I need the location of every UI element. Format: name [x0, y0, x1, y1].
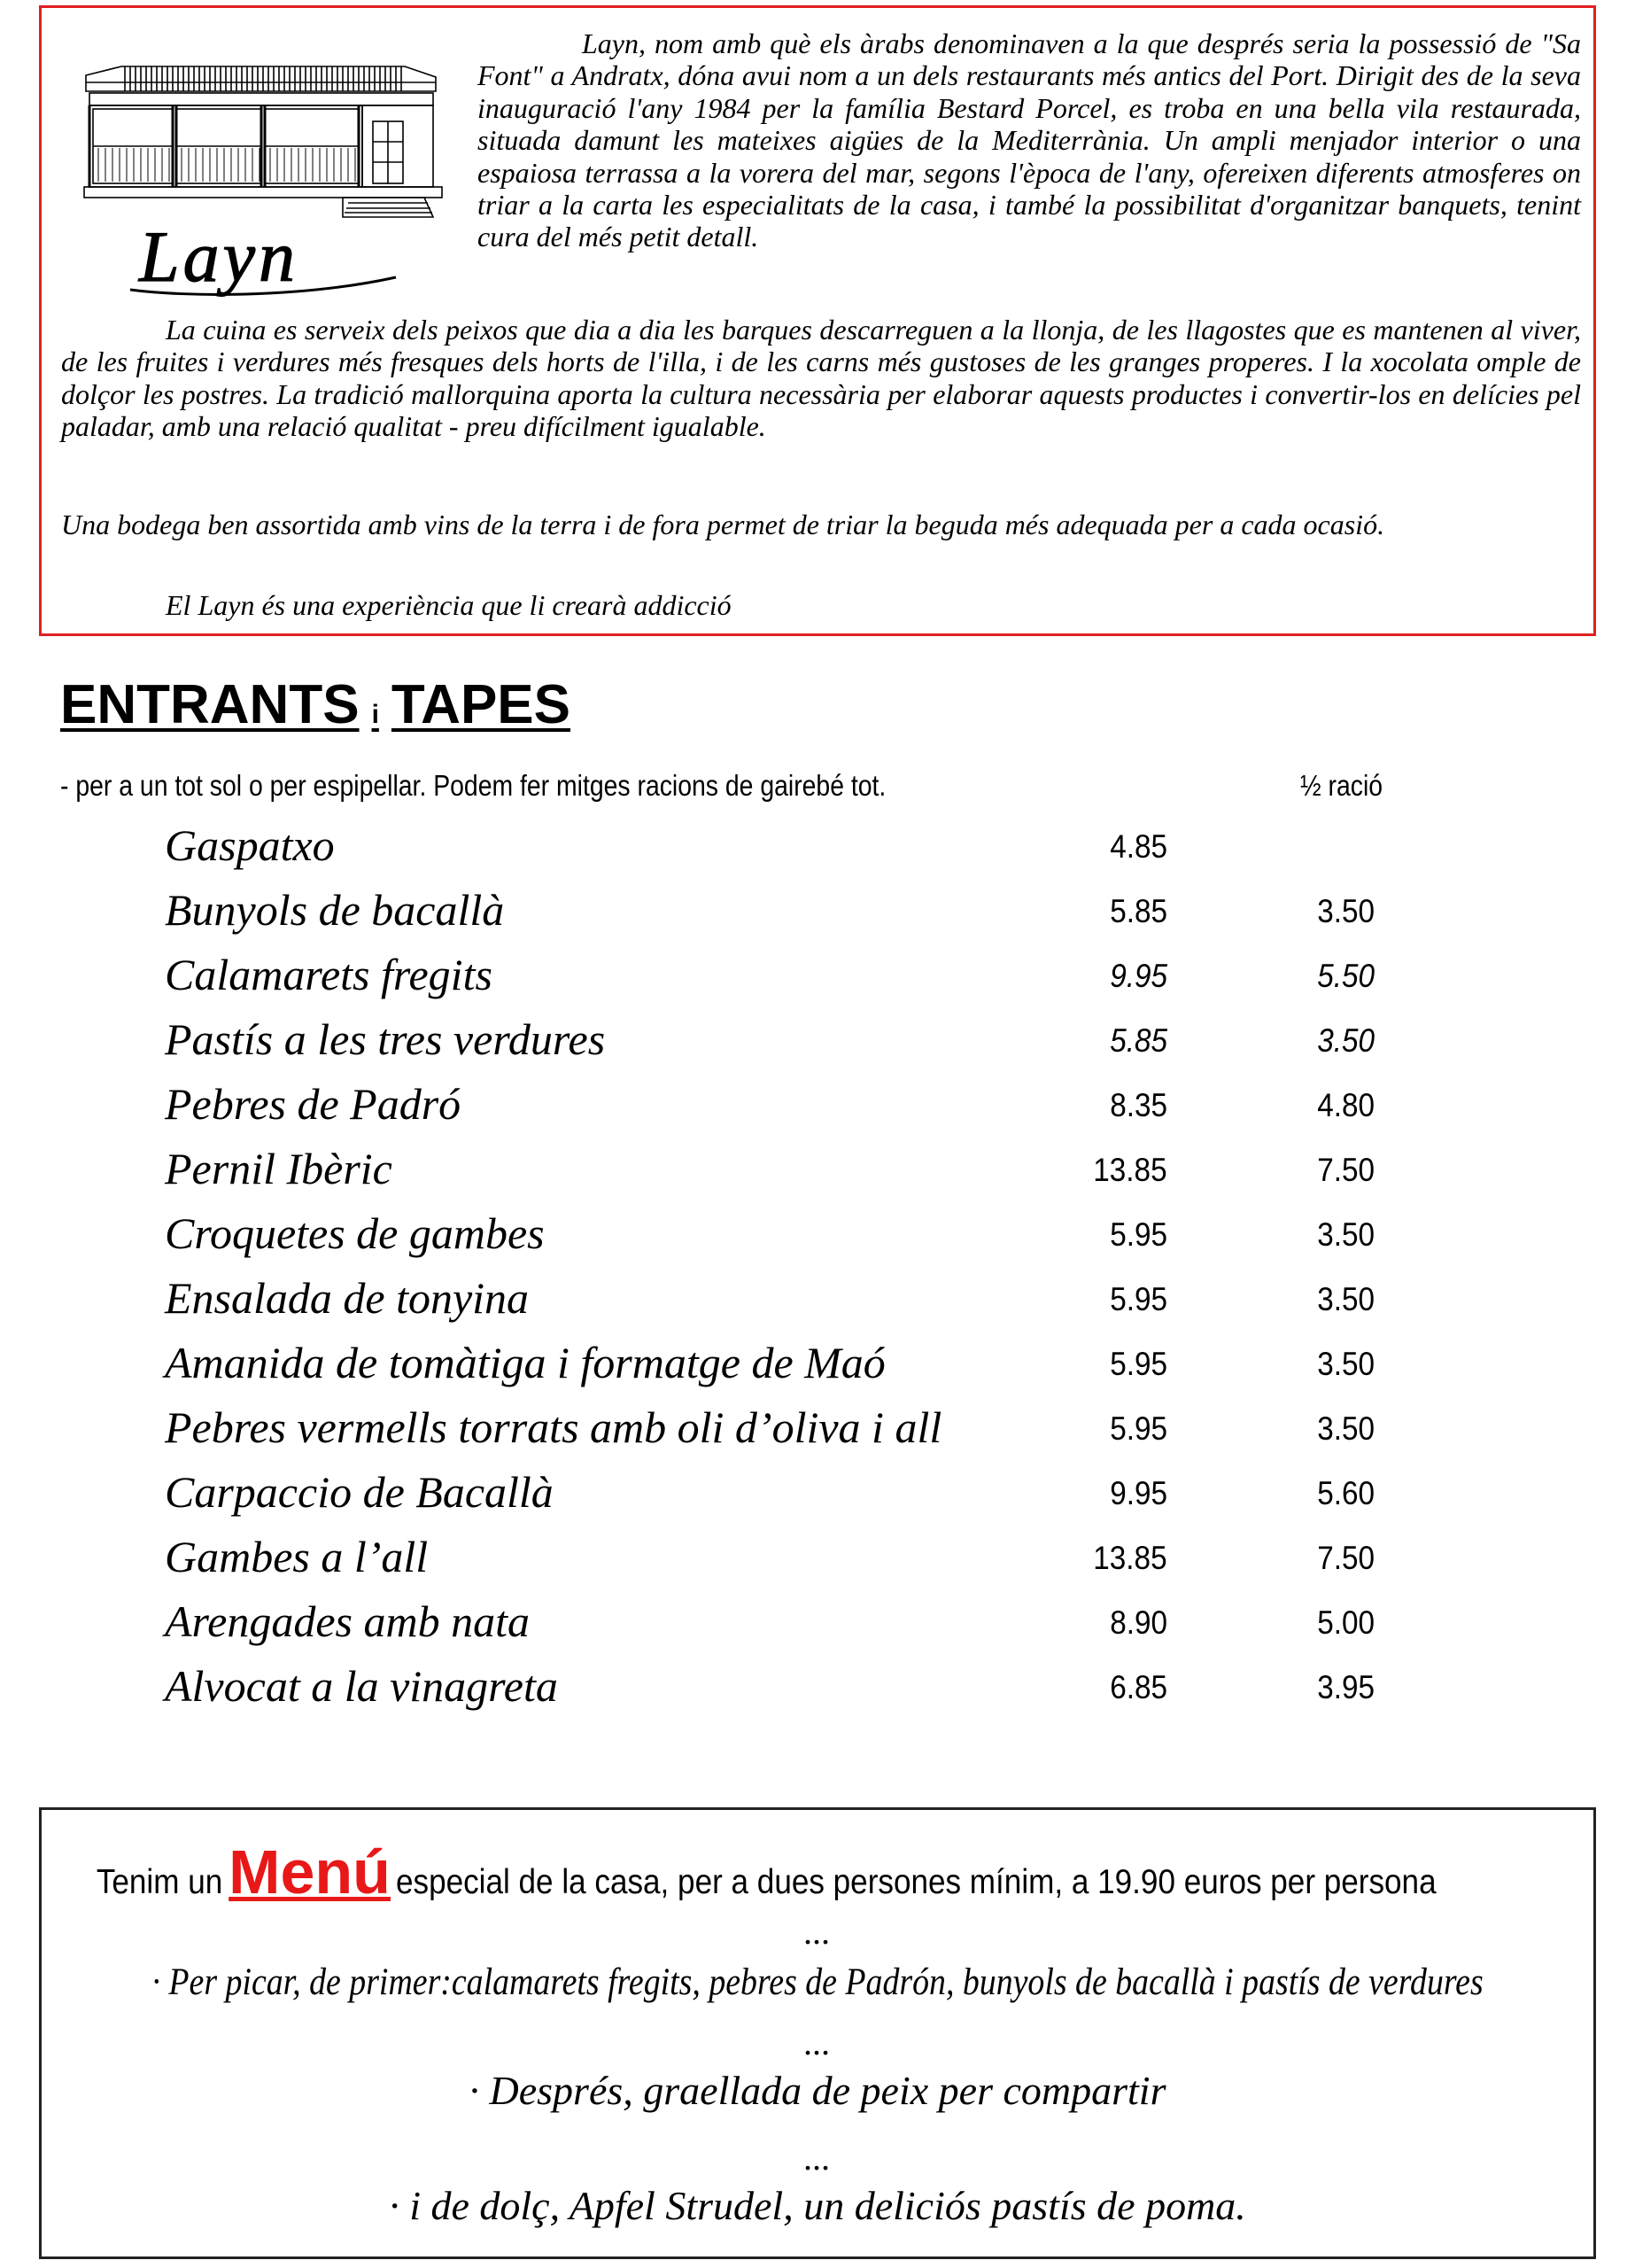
- section-title: [60, 673, 570, 736]
- menu-item-name: Alvocat a la vinagreta: [165, 1661, 558, 1711]
- menu-item-name: Calamarets fregits: [165, 950, 492, 999]
- menu-item-name: Ensalada de tonyina: [165, 1273, 530, 1323]
- menu-item: [0, 1399, 1635, 1464]
- menu-item-name: Pernil Ibèric: [165, 1144, 392, 1193]
- menu-item: [0, 882, 1635, 946]
- menu-items-list: [0, 817, 1635, 1722]
- menu-item-price: 9.95: [1110, 1475, 1167, 1511]
- set-menu-course-2: · Després, graellada de peix per compartir: [469, 2068, 1166, 2113]
- set-menu-course-1-text: · Per picar, de primer:calamarets fregits, pebres de Padrón, bunyols de bacallà i pastís de verdures: [151, 1961, 1484, 2003]
- restaurant-logo: [77, 40, 449, 306]
- menu-item: [0, 1270, 1635, 1334]
- logo-text: Layn: [139, 216, 298, 297]
- menu-item-half-price: 3.50: [1317, 1410, 1375, 1447]
- half-ration-header: ½ ració: [1300, 769, 1383, 802]
- menu-item-price: 5.85: [1110, 893, 1167, 929]
- menu-item-price: 8.90: [1110, 1604, 1167, 1641]
- menu-item: [0, 1076, 1635, 1140]
- menu-item-half-price: 5.00: [1317, 1604, 1375, 1641]
- menu-item: [0, 1528, 1635, 1593]
- menu-item-name: Arengades amb nata: [165, 1596, 530, 1646]
- menu-item-half-price: 3.95: [1317, 1669, 1375, 1705]
- menu-item-name: Amanida de tomàtiga i formatge de Maó: [165, 1338, 886, 1387]
- menu-item-price: 5.95: [1110, 1216, 1167, 1253]
- section-title-part1: ENTRANTS: [60, 674, 360, 735]
- set-menu-dessert: · i de dolç, Apfel Strudel, un deliciós pastís de poma.: [389, 2183, 1246, 2228]
- menu-item-name: Gambes a l’all: [165, 1532, 429, 1581]
- menu-item-half-price: 3.50: [1317, 1216, 1375, 1253]
- menu-item-price: 5.85: [1110, 1022, 1167, 1059]
- set-menu-details: especial de la casa, per a dues persones mínim, a 19.90 euros per persona: [396, 1863, 1437, 1901]
- menu-item-name: Pastís a les tres verdures: [165, 1014, 606, 1064]
- set-menu-course-1: [42, 1961, 1593, 2004]
- intro-paragraph-2: La cuina es serveix dels peixos que dia a dia les barques descarreguen a la llonja, de les llagostes que es mantenen al viver, de les fruites i verdures més fresques dels horts de l'illa, i de les carns més gustoses de les granges properes. I la xocolata omple de dolçor les postres. La tradició mallorquina aporta la cultura necessària per elaborar aquests productes i convertir-los en delícies pel paladar, amb una relació qualitat - preu difícilment igualable.: [61, 314, 1581, 443]
- menu-item-name: Gaspatxo: [165, 820, 335, 870]
- menu-item-half-price: 4.80: [1317, 1087, 1375, 1123]
- menu-item-half-price: 5.50: [1317, 958, 1375, 994]
- menu-item-price: 13.85: [1093, 1540, 1167, 1576]
- set-menu-lead: Tenim un: [97, 1863, 223, 1901]
- menu-item-price: 4.85: [1110, 828, 1167, 865]
- menu-item-price: 5.95: [1110, 1346, 1167, 1382]
- menu-item-half-price: 3.50: [1317, 893, 1375, 929]
- menu-item: [0, 946, 1635, 1011]
- section-subtitle: - per a un tot sol o per espipellar. Podem fer mitges racions de gairebé tot.: [60, 769, 887, 802]
- menu-item: [0, 1205, 1635, 1270]
- menu-item-name: Carpaccio de Bacallà: [165, 1467, 554, 1517]
- menu-item: [0, 1011, 1635, 1076]
- intro-paragraph-1: Layn, nom amb què els àrabs denominaven a la que després seria la possessió de "Sa Font" a Andratx, dóna avui nom a un dels restaurants més antics del Port. Dirigit des de la seva inauguració l'any 1984 per la família Bestard Porcel, es troba en una bella vila restaurada, situada damunt les mateixes aigües de la Mediterrània. Un ampli menjador interior o una espaiosa terrassa a la vorera del mar, segons l'època de l'any, ofereixen diferents atmosferes on triar a la carta les especialitats de la casa, i també la possibilitat d'organitzar banquets, tenint cura del més petit detall.: [477, 27, 1581, 253]
- menu-item: [0, 1593, 1635, 1658]
- menu-item: [0, 817, 1635, 882]
- set-menu-word: Menú: [229, 1837, 391, 1907]
- menu-item-half-price: 3.50: [1317, 1022, 1375, 1059]
- menu-item: [0, 1334, 1635, 1399]
- menu-item-name: Pebres de Padró: [165, 1079, 461, 1129]
- menu-item-name: Pebres vermells torrats amb oli d’oliva i all: [165, 1402, 942, 1452]
- set-menu-intro: [42, 1837, 1593, 1907]
- menu-item: [0, 1140, 1635, 1205]
- menu-item-name: Croquetes de gambes: [165, 1208, 545, 1258]
- set-menu-box: [39, 1807, 1596, 2259]
- menu-item-half-price: 3.50: [1317, 1281, 1375, 1317]
- menu-item-price: 6.85: [1110, 1669, 1167, 1705]
- menu-item-half-price: 7.50: [1317, 1152, 1375, 1188]
- menu-item: [0, 1464, 1635, 1528]
- menu-item-name: Bunyols de bacallà: [165, 885, 505, 935]
- menu-item-price: 13.85: [1093, 1152, 1167, 1188]
- intro-box: [39, 5, 1596, 636]
- menu-item-half-price: 5.60: [1317, 1475, 1375, 1511]
- set-menu-separator: ...: [804, 1912, 831, 1952]
- intro-paragraph-3: Una bodega ben assortida amb vins de la terra i de fora permet de triar la beguda més adequada per a cada ocasió.: [61, 509, 1385, 540]
- menu-item-price: 8.35: [1110, 1087, 1167, 1123]
- set-menu-separator: ...: [804, 2023, 831, 2062]
- menu-item-price: 9.95: [1110, 958, 1167, 994]
- section-title-part2: TAPES: [391, 674, 571, 735]
- section-title-connector: i: [371, 700, 379, 729]
- menu-item-price: 5.95: [1110, 1410, 1167, 1447]
- set-menu-separator: ...: [804, 2138, 831, 2178]
- menu-item-half-price: 3.50: [1317, 1346, 1375, 1382]
- menu-item-price: 5.95: [1110, 1281, 1167, 1317]
- menu-item-half-price: 7.50: [1317, 1540, 1375, 1576]
- intro-paragraph-4: El Layn és una experiència que li crearà addicció: [166, 589, 732, 621]
- menu-item: [0, 1658, 1635, 1722]
